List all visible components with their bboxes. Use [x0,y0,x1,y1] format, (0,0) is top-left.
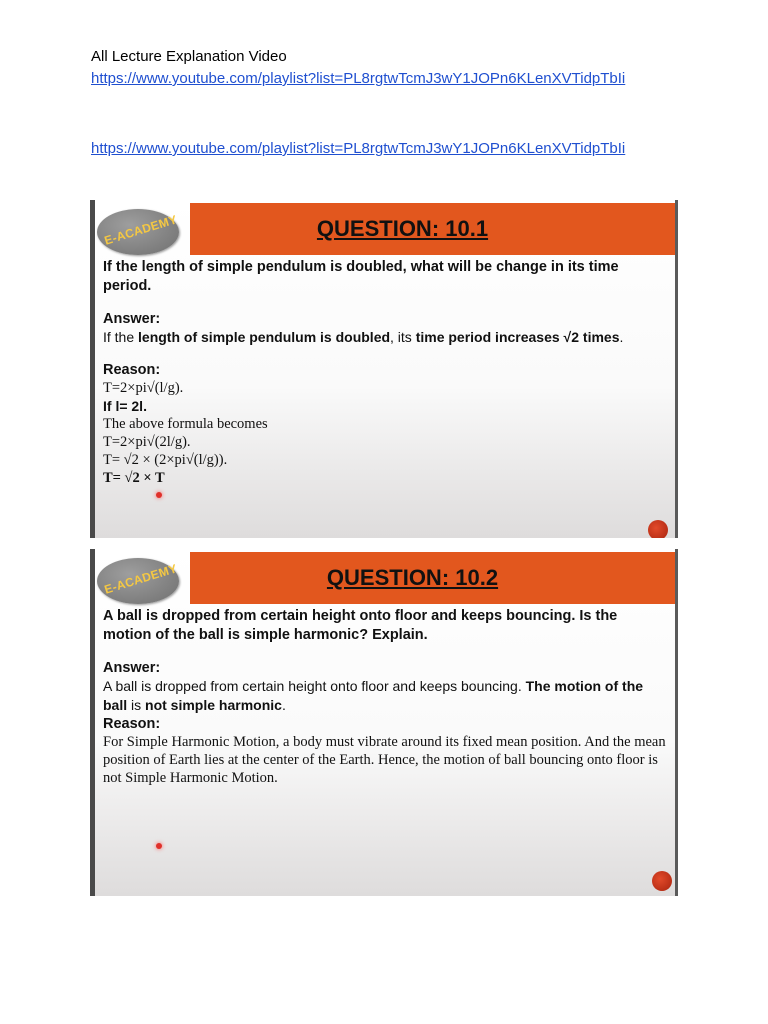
reason-label: Reason: [103,716,161,732]
formula-line: If l= 2l. [103,398,147,414]
formula-line: The above formula becomes [103,416,268,432]
formula-line: T=2×pi√(2l/g). [103,434,191,450]
question-slide-10-2 [90,549,678,896]
playlist-link-1[interactable]: https://www.youtube.com/playlist?list=PL8rgtwTcmJ3wY1JOPn6KLenXVTidpTbIi [91,70,626,87]
record-indicator-icon [652,871,672,891]
answer-text: A ball is dropped from certain height onto floor and keeps bouncing. The motion of the ball is not simple harmonic. [103,678,644,713]
document-heading: All Lecture Explanation Video [91,48,287,65]
slide-title: QUESTION: 10.2 [326,565,499,590]
cursor-dot [156,843,162,849]
question-slide-10-1 [90,200,678,538]
formula-line: T=2×pi√(l/g). [103,380,184,396]
e-academy-logo: E-ACADEMY [97,558,179,604]
reason-label: Reason: [103,362,161,378]
answer-label: Answer: [103,660,161,676]
slide-banner [190,203,675,255]
playlist-link-2[interactable]: https://www.youtube.com/playlist?list=PL8rgtwTcmJ3wY1JOPn6KLenXVTidpTbIi [91,140,626,157]
slide-banner [190,552,675,604]
slide-title: QUESTION: 10.1 [316,216,489,241]
cursor-dot [156,492,162,498]
slide-content [103,258,666,487]
reason-text: For Simple Harmonic Motion, a body must vibrate around its fixed mean position. And the mean position of Earth lies at the center of the Earth. Hence, the motion of ball bouncing onto floor is not Simple Harmonic Motion. [103,734,666,786]
formula-line: T= √2 × T [103,470,165,486]
answer-label: Answer: [103,311,161,327]
answer-text: If the length of simple pendulum is doubled, its time period increases √2 times. [103,329,624,345]
record-indicator-icon [648,520,668,538]
slide-content [103,607,666,787]
formula-line: T= √2 × (2×pi√(l/g)). [103,452,228,468]
e-academy-logo: E-ACADEMY [97,209,179,255]
question-text: If the length of simple pendulum is doubled, what will be change in its time period. [103,259,619,294]
question-text: A ball is dropped from certain height onto floor and keeps bouncing. Is the motion of the ball is simple harmonic? Explain. [103,608,618,643]
